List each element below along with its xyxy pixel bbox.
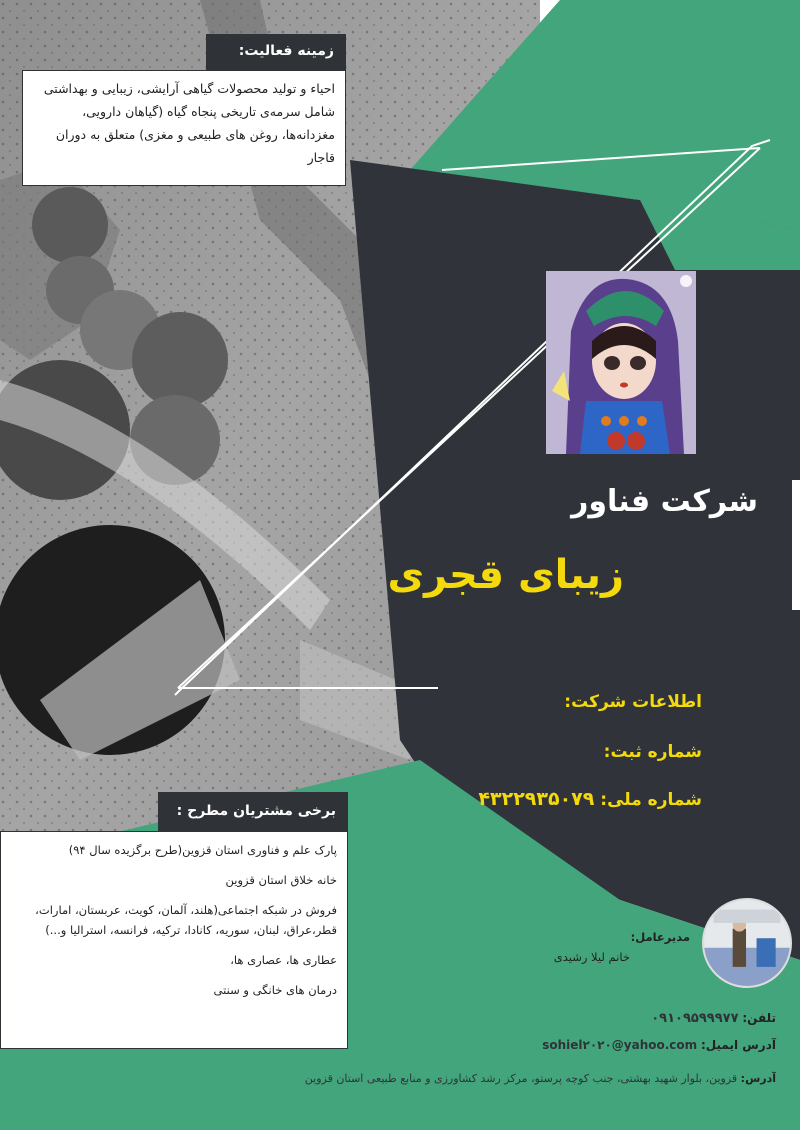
phone-label: تلفن: [742,1011,776,1025]
activity-heading: زمینه فعالیت: [206,34,346,70]
activity-text: احیاء و تولید محصولات گیاهی آرایشی، زیبایی و بهداشتی شامل سرمه‌ی تاریخی پنجاه گیاه (گیاهان دارویی، مغزدانه‌ها، روغن های طبیعی و مغزی) متعلق به دوران قاجار [43,81,335,165]
client-item: عطاری ها، عصاری ها، [230,953,337,967]
address-label: آدرس: [740,1072,776,1085]
email-value: sohiel۲۰۲۰@yahoo.com [542,1038,698,1052]
client-item: درمان های خانگی و سنتی [213,983,337,997]
client-item: فروش در شبکه اجتماعی(هلند، آلمان، کویت، عربستان، امارات، قطر،عراق، لبنان، سوریه، کانادا، ترکیه، فرانسه، استرالیا و...) [35,903,337,937]
manager-label: مدیرعامل: [630,930,690,944]
registration-number-label: شماره ثبت: [603,742,702,762]
company-info-title: اطلاعات شرکت: [564,692,702,712]
manager-avatar [702,898,792,988]
email-row [542,1038,776,1052]
client-item: خانه خلاق استان قزوین [225,873,337,887]
phone-value: ۰۹۱۰۹۵۹۹۹۷۷ [651,1011,739,1026]
address-value: قزوین، بلوار شهید بهشتی، جنب کوچه پرستو، مرکز رشد کشاورزی و منابع طبیعی استان قزوین [304,1072,738,1085]
client-item: پارک علم و فناوری استان قزوین(طرح برگزیده سال ۹۴) [68,843,337,857]
company-name: زیبای قجری [387,552,624,598]
national-id-label: شماره ملی: [600,790,702,810]
national-id-row [478,788,702,810]
manager-name: خانم لیلا رشیدی [553,950,630,964]
clients-box [0,831,348,1049]
qajar-portrait [546,271,696,454]
national-id-value: ۴۳۲۲۹۳۵۰۷۹ [478,788,595,810]
company-title: شرکت فناور [571,484,758,519]
address-row [305,1072,776,1085]
x-icon [680,275,692,287]
activity-box [22,70,346,186]
email-label: آدرس ایمیل: [701,1038,776,1052]
clients-heading: برخی مشتریان مطرح : [158,792,348,832]
phone-row [651,1011,776,1026]
